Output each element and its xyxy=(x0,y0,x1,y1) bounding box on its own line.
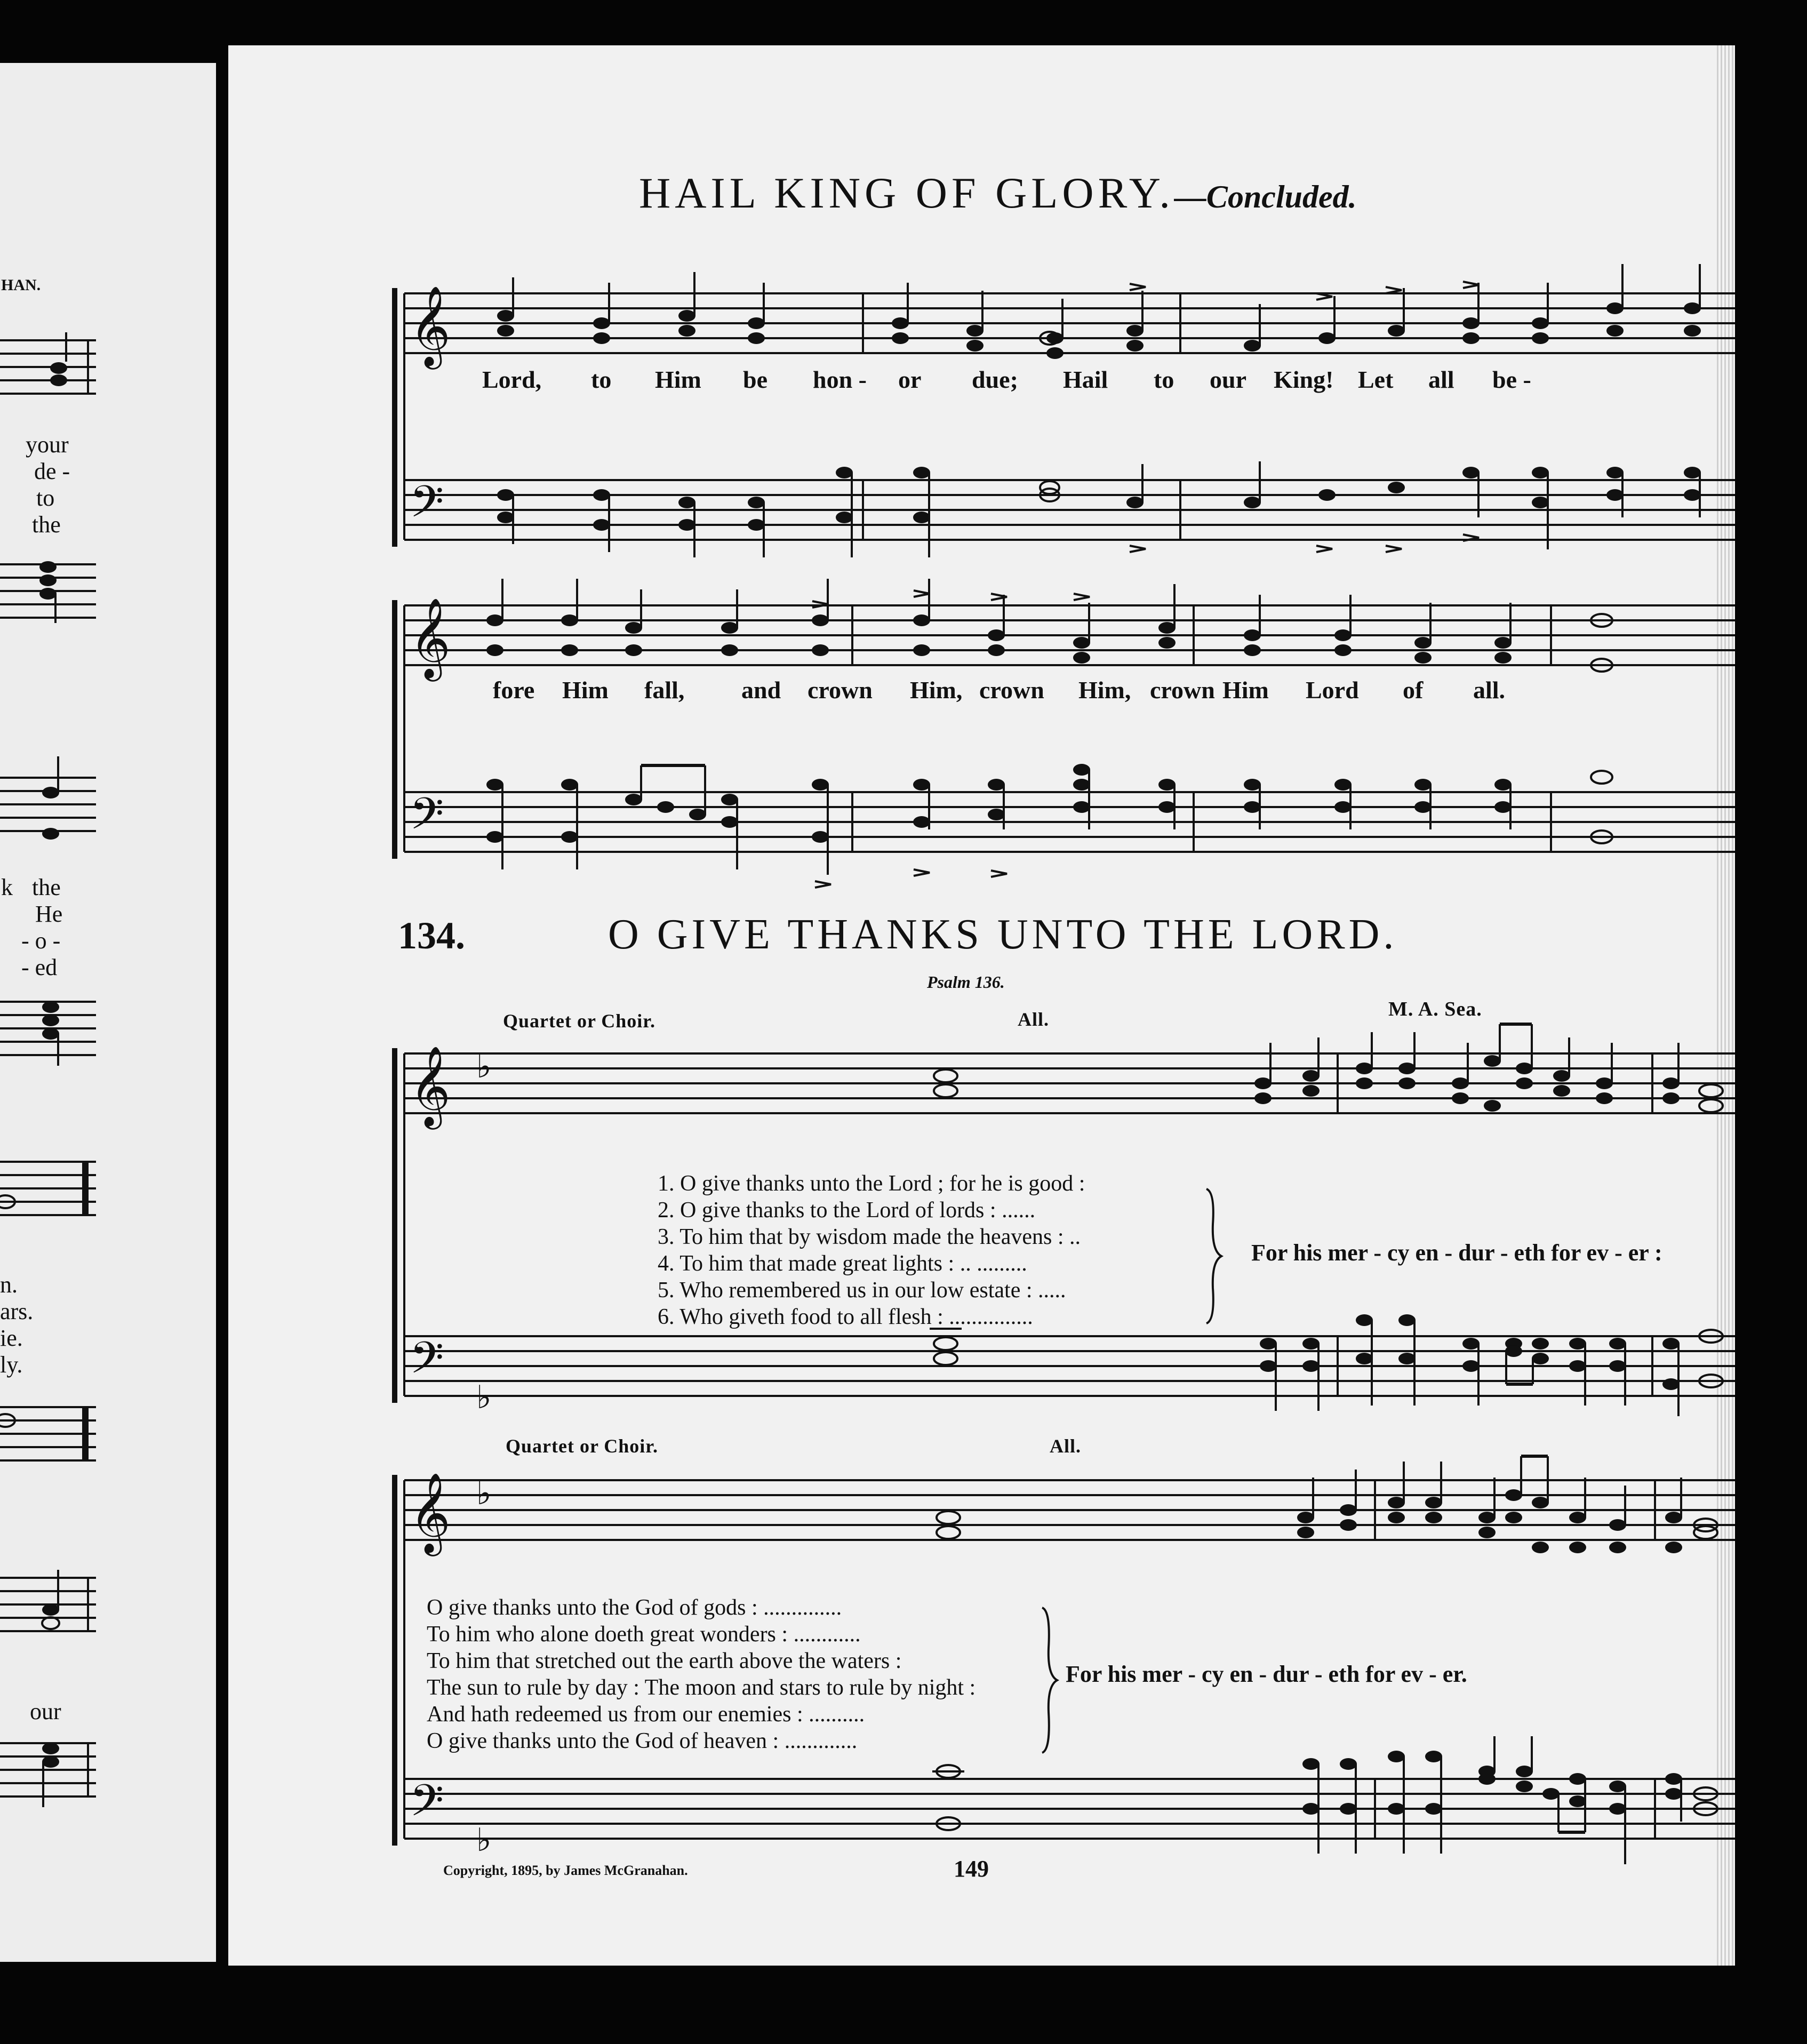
copyright-notice: Copyright, 1895, by James McGranahan. xyxy=(443,1863,688,1878)
lyric-syllable: Him xyxy=(655,366,701,393)
left-word: - ed xyxy=(21,954,58,980)
lyric-syllable: Him, xyxy=(910,676,963,704)
lyric-syllable: Hail xyxy=(1063,366,1108,393)
lyric-syllable: King! xyxy=(1274,366,1334,393)
verse-brace-2 xyxy=(1039,1606,1060,1755)
page-number: 149 xyxy=(954,1856,989,1882)
lyric-syllable: Lord xyxy=(1306,676,1359,704)
svg-text:𝄞: 𝄞 xyxy=(410,597,451,678)
lyric-syllable: be xyxy=(743,366,767,393)
left-word: to xyxy=(36,485,55,511)
left-word: n. xyxy=(0,1272,18,1298)
left-word: our xyxy=(30,1698,61,1724)
lyric-syllable: to xyxy=(1154,366,1174,393)
hymn-title-concluded xyxy=(639,168,1357,218)
verse-line: 4. To him that made great lights : .. ......... xyxy=(658,1251,1027,1276)
left-staff-fragment-5 xyxy=(0,1151,96,1226)
refrain-text: For his mer - cy en - dur - eth for ev - er : xyxy=(1251,1240,1662,1266)
scripture-reference: Psalm 136. xyxy=(927,972,1005,992)
verse-line: And hath redeemed us from our enemies : .......... xyxy=(427,1702,865,1727)
verse-line: To him who alone doeth great wonders : ............ xyxy=(427,1622,861,1647)
hymn-title: O GIVE THANKS UNTO THE LORD. xyxy=(608,911,1398,958)
verse-line: O give thanks unto the God of gods : .............. xyxy=(427,1595,842,1620)
lyric-syllable: crown xyxy=(1150,676,1215,704)
verse-brace-1 xyxy=(1203,1187,1225,1326)
composer-credit: M. A. Sea. xyxy=(1388,998,1482,1020)
all-label: All. xyxy=(1018,1009,1050,1030)
verse-line: The sun to rule by day : The moon and stars to rule by night : xyxy=(427,1675,976,1700)
left-word: He xyxy=(35,901,63,927)
lyric-syllable: Lord, xyxy=(482,366,542,393)
quartet-label: Quartet or Choir. xyxy=(506,1435,658,1457)
verse-line: 5. Who remembered us in our low estate : ..... xyxy=(658,1278,1066,1303)
left-word: the xyxy=(32,874,61,900)
svg-text:𝄞: 𝄞 xyxy=(410,1045,451,1126)
left-word: ie. xyxy=(0,1325,23,1351)
lyric-syllable: to xyxy=(591,366,612,393)
left-word: ars. xyxy=(0,1298,34,1324)
lyric-syllable: due; xyxy=(972,366,1018,393)
left-word: - o - xyxy=(21,928,61,954)
svg-text:𝄞: 𝄞 xyxy=(410,285,451,366)
verse-line: 6. Who giveth food to all flesh : ............... xyxy=(658,1305,1033,1329)
lyric-syllable: fall, xyxy=(644,676,685,704)
left-staff-fragment-2 xyxy=(0,554,96,628)
svg-text:𝄢: 𝄢 xyxy=(410,476,444,538)
lyric-syllable: crown xyxy=(807,676,873,704)
lyric-syllable: of xyxy=(1403,676,1424,704)
left-word: de - xyxy=(34,458,70,484)
svg-text:♭: ♭ xyxy=(476,1048,492,1085)
verse-line: O give thanks unto the God of heaven : ............. xyxy=(427,1729,858,1753)
music-system-1 xyxy=(388,251,1735,592)
svg-text:𝄢: 𝄢 xyxy=(410,1775,444,1837)
lyric-syllable: hon - xyxy=(813,366,867,393)
music-system-3 xyxy=(388,1032,1735,1416)
verse-line: 2. O give thanks to the Lord of lords : ...... xyxy=(658,1198,1036,1223)
all-label: All. xyxy=(1050,1435,1082,1457)
lyric-syllable: Him xyxy=(562,676,609,704)
left-word: your xyxy=(26,432,69,458)
hymn-title: HAIL KING OF GLORY. xyxy=(639,169,1174,217)
lyric-syllable: Him xyxy=(1222,676,1269,704)
left-staff-fragment-6 xyxy=(0,1396,96,1471)
lyric-syllable: Let xyxy=(1358,366,1394,393)
left-staff-fragment-8 xyxy=(0,1732,96,1818)
lyric-syllable: or xyxy=(898,366,922,393)
quartet-label: Quartet or Choir. xyxy=(503,1010,655,1032)
lyric-syllable: and xyxy=(741,676,781,704)
svg-text:𝄢: 𝄢 xyxy=(410,1332,444,1394)
music-system-2 xyxy=(388,563,1735,904)
left-word: the xyxy=(32,512,61,538)
left-staff-fragment-4 xyxy=(0,991,96,1076)
verse-line: 1. O give thanks unto the Lord ; for he is good : xyxy=(658,1171,1085,1196)
svg-text:𝄞: 𝄞 xyxy=(410,1472,451,1553)
hymn-title-suffix: —Concluded. xyxy=(1174,179,1357,214)
left-staff-fragment-1 xyxy=(0,330,96,415)
lyric-syllable: all. xyxy=(1473,676,1506,704)
lyric-syllable: all xyxy=(1428,366,1454,393)
svg-text:♭: ♭ xyxy=(476,1822,492,1859)
left-staff-fragment-7 xyxy=(0,1567,96,1642)
lyric-syllable: crown xyxy=(979,676,1044,704)
lyric-syllable: Him, xyxy=(1078,676,1131,704)
svg-text:♭: ♭ xyxy=(476,1475,492,1512)
left-word: k xyxy=(1,874,13,900)
lyric-syllable: fore xyxy=(493,676,535,704)
hymn-number: 134. xyxy=(398,914,465,957)
lyric-syllable: our xyxy=(1210,366,1246,393)
left-staff-fragment-3 xyxy=(0,756,96,852)
verse-line: 3. To him that by wisdom made the heavens : .. xyxy=(658,1225,1081,1249)
svg-text:𝄢: 𝄢 xyxy=(410,788,444,850)
left-page-fragment xyxy=(0,63,216,1962)
left-word: ly. xyxy=(0,1352,23,1378)
svg-text:♭: ♭ xyxy=(476,1379,492,1416)
refrain-text: For his mer - cy en - dur - eth for ev - er. xyxy=(1066,1661,1467,1687)
verse-line: To him that stretched out the earth above the waters : xyxy=(427,1649,902,1673)
hymnal-page-149 xyxy=(228,45,1735,1966)
left-header-fragment: HAN. xyxy=(1,276,41,294)
lyric-syllable: be - xyxy=(1492,366,1531,393)
